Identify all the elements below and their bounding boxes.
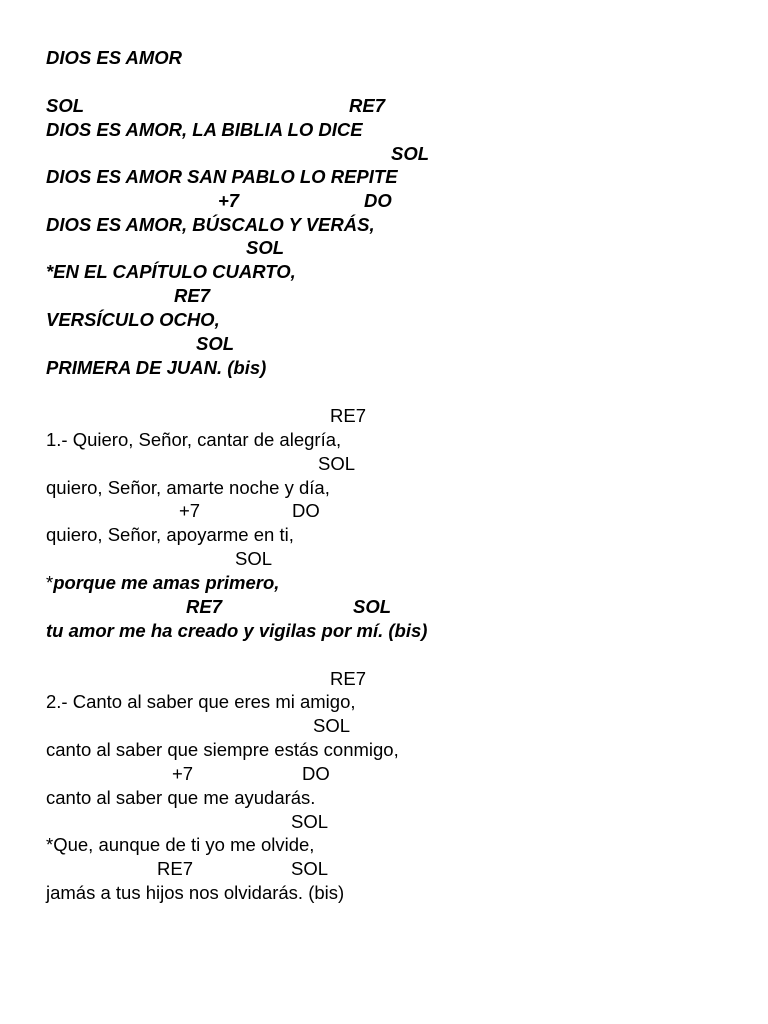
verse-line: 1.- Quiero, Señor, cantar de alegría, [46, 429, 342, 450]
verse-line: quiero, Señor, apoyarme en ti, [46, 524, 294, 545]
verse-line: canto al saber que siempre estás conmigo, [46, 739, 399, 760]
chord: DO [292, 500, 320, 521]
verse-line: tu amor me ha creado y vigilas por mí. (bis) [46, 620, 428, 641]
chord: SOL [291, 811, 329, 832]
chord: +7 [179, 500, 201, 521]
chord: SOL [318, 453, 356, 474]
verse-marker: * [46, 572, 54, 593]
chord: RE7 [186, 596, 222, 617]
verse-line: jamás a tus hijos nos olvidarás. (bis) [46, 882, 345, 903]
chord: SOL [313, 715, 351, 736]
chord: RE7 [330, 405, 366, 426]
verse-line: canto al saber que me ayudarás. [46, 787, 316, 808]
chorus-line: VERSÍCULO OCHO, [46, 309, 220, 330]
chorus-line: DIOS ES AMOR, BÚSCALO Y VERÁS, [46, 214, 375, 235]
verse-line: 2.- Canto al saber que eres mi amigo, [46, 691, 356, 712]
chord: DO [364, 190, 392, 211]
chord: RE7 [349, 95, 385, 116]
chord: SOL [235, 548, 273, 569]
chord: +7 [172, 763, 194, 784]
verse-line [46, 572, 279, 594]
chord: SOL [46, 95, 85, 116]
chorus-line: DIOS ES AMOR, LA BIBLIA LO DICE [46, 119, 363, 140]
chord: SOL [196, 333, 235, 354]
chord: SOL [391, 143, 430, 164]
verse-line: quiero, Señor, amarte noche y día, [46, 477, 330, 498]
chord: SOL [353, 596, 392, 617]
chord: SOL [291, 858, 329, 879]
chord: DO [302, 763, 330, 784]
verse-line: *Que, aunque de ti yo me olvide, [46, 834, 315, 855]
chord: RE7 [157, 858, 193, 879]
chord: RE7 [330, 668, 366, 689]
chorus-line: *EN EL CAPÍTULO CUARTO, [46, 261, 296, 282]
song-title: DIOS ES AMOR [46, 47, 183, 68]
chorus-line: DIOS ES AMOR SAN PABLO LO REPITE [46, 166, 398, 187]
chord: +7 [218, 190, 240, 211]
chorus-line: PRIMERA DE JUAN. (bis) [46, 357, 267, 378]
chord: RE7 [174, 285, 210, 306]
verse-line-emphasis: porque me amas primero, [53, 572, 280, 593]
chord: SOL [246, 237, 285, 258]
